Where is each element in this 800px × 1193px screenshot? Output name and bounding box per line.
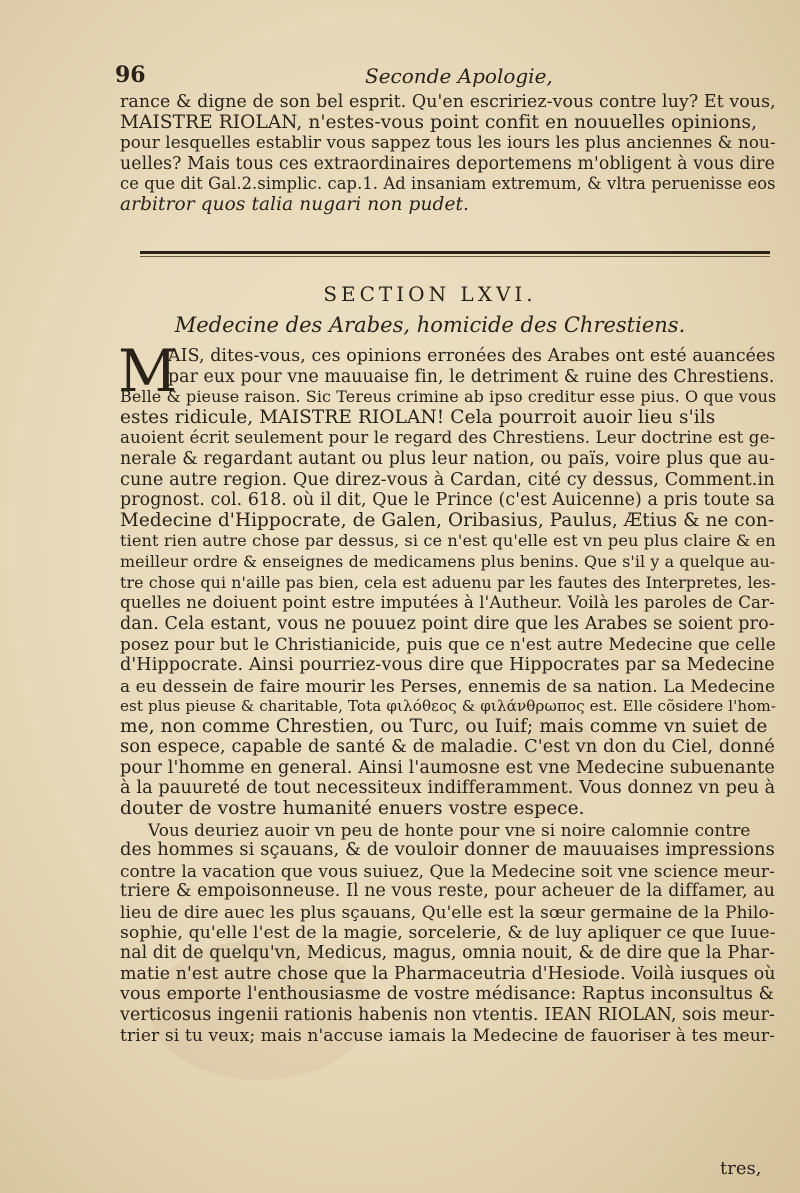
text-line: auoient écrit seulement pour le regard des Chrestiens. Leur doctrine est ge- <box>120 428 776 448</box>
section-divider <box>140 251 770 254</box>
text-line: cune autre region. Que direz-vous à Cardan, cité cy dessus, Comment.in <box>120 469 775 490</box>
text-line: pour l'homme en general. Ainsi l'aumosne est vne Medecine subuenante <box>120 757 775 778</box>
text-line: tient rien autre chose par dessus, si ce n'est qu'elle est vn peu plus claire & en <box>120 531 776 551</box>
text-line: me, non comme Chrestien, ou Turc, ou Iuif; mais comme vn suiet de <box>120 716 768 737</box>
text-line: douter de vostre humanité enuers vostre espece. <box>120 799 585 820</box>
text-line: dan. Cela estant, vous ne pouuez point dire que les Arabes se soient pro- <box>120 613 775 634</box>
text-line: trier si tu veux; mais n'accuse iamais la Medecine de fauoriser à tes meur- <box>120 1025 776 1046</box>
text-line: matie n'est autre chose que la Pharmaceutria d'Hesiode. Voilà iusques où <box>120 963 776 984</box>
text-line: vous emporte l'enthousiasme de vostre médisance: Raptus inconsultus & <box>120 984 775 1005</box>
text-line: est plus pieuse & charitable, Tota φιλόθεος & φιλάνθρωπος est. Elle cõsidere l'hom- <box>120 697 777 716</box>
top-paragraph <box>120 92 780 216</box>
text-line: posez pour but le Christianicide, puis que ce n'est autre Medecine que celle <box>120 634 776 655</box>
text-line: des hommes si sçauans, & de vouloir donner de mauuaises impressions <box>120 840 775 861</box>
section-body <box>118 337 780 1046</box>
text-line: Medecine d'Hippocrate, de Galen, Oribasius, Paulus, Ætius & ne con- <box>120 510 775 531</box>
text-line: à la pauureté de tout necessiteux indifferamment. Vous donnez vn peu à <box>120 778 776 799</box>
section-heading: SECTION LXVI. <box>323 282 537 306</box>
text-line: sophie, qu'elle l'est de la magie, sorcelerie, & de luy apliquer ce que Iuue- <box>120 922 776 943</box>
text-line: ce que dit Gal.2.simplic. cap.1. Ad insaniam extremum, & vltra peruenisse eos <box>120 174 776 194</box>
running-head <box>115 62 775 92</box>
text-line: rance & digne de son bel esprit. Qu'en escririez-vous contre luy? Et vous, <box>120 92 776 112</box>
text-line: a eu dessein de faire mourir les Perses, ennemis de sa nation. La Medecine <box>120 675 776 696</box>
text-line: tre chose qui n'aille pas bien, cela est aduenu par les fautes des Interpretes, les- <box>120 572 776 592</box>
running-title: Seconde Apologie, <box>365 64 553 88</box>
text-line: AIS, dites-vous, ces opinions erronées des Arabes ont esté auancées <box>168 346 776 366</box>
text-line: verticosus ingenii rationis habenis non vtentis. IEAN RIOLAN, sois meur- <box>120 1005 776 1025</box>
text-line: uelles? Mais tous ces extraordinaires deportemens m'obligent à vous dire <box>120 153 775 174</box>
text-line: pour lesquelles establir vous sappez tous les iours les plus anciennes & nou- <box>120 133 776 153</box>
text-line: Vous deuriez auoir vn peu de honte pour vne si noire calomnie contre <box>148 819 751 840</box>
text-line: d'Hippocrate. Ainsi pourriez-vous dire que Hippocrates par sa Medecine <box>120 654 775 675</box>
text-line: arbitror quos talia nugari non pudet. <box>120 194 470 215</box>
section-divider-thin <box>140 256 770 257</box>
text-line: MAISTRE RIOLAN, n'estes-vous point confit en nouuelles opinions, <box>120 112 758 133</box>
text-line: nal dit de quelqu'vn, Medicus, magus, omnia nouit, & de dire que la Phar- <box>120 943 776 964</box>
text-line: meilleur ordre & enseignes de medicamens plus benins. Que s'il y a quelque au- <box>120 551 776 571</box>
section-subtitle: Medecine des Arabes, homicide des Chrestiens. <box>174 313 686 337</box>
text-line: estes ridicule, MAISTRE RIOLAN! Cela pourroit auoir lieu s'ils <box>120 407 716 428</box>
drop-cap: M <box>118 337 178 405</box>
text-line: triere & empoisonneuse. Il ne vous reste, pour acheuer de la diffamer, au <box>120 881 776 902</box>
page-number: 96 <box>115 62 146 88</box>
text-line: par eux pour vne mauuaise fin, le detriment & ruine des Chrestiens. <box>168 366 775 387</box>
text-line: lieu de dire auec les plus sçauans, Qu'elle est la sœur germaine de la Philo- <box>120 902 775 923</box>
text-line: Belle & pieuse raison. Sic Tereus crimine ab ipso creditur esse pius. O que vous <box>120 387 777 407</box>
text-line: contre la vacation que vous suiuez, Que la Medecine soit vne science meur- <box>120 860 775 881</box>
text-line: son espece, capable de santé & de maladie. C'est vn don du Ciel, donné <box>120 737 775 758</box>
text-line: nerale & regardant autant ou plus leur nation, ou païs, voire plus que au- <box>120 448 776 469</box>
catchword: tres, <box>720 1158 762 1179</box>
text-line: quelles ne doiuent point estre imputées à l'Autheur. Voilà les paroles de Car- <box>120 593 775 613</box>
text-line: prognost. col. 618. où il dit, Que le Prince (c'est Auicenne) a pris toute sa <box>120 490 775 511</box>
